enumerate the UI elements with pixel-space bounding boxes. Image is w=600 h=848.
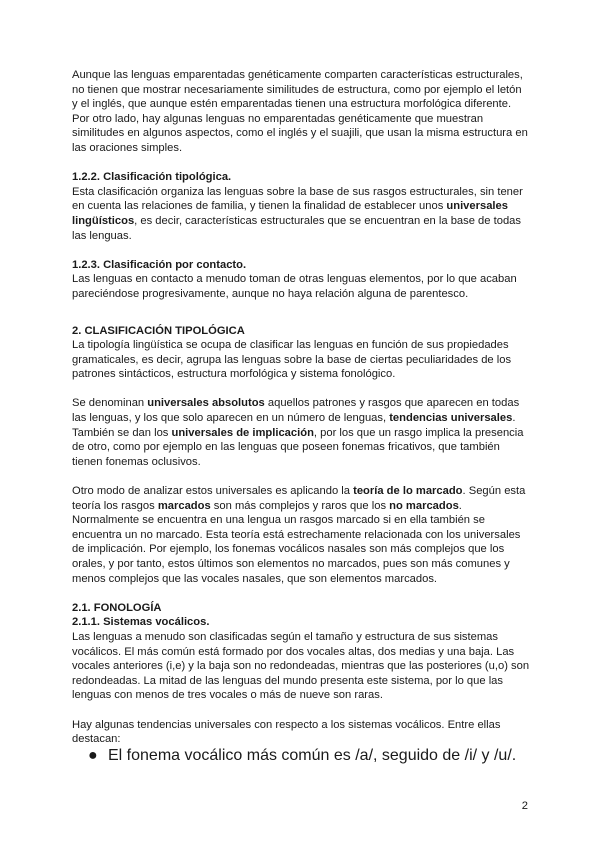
page-number: 2 [521, 800, 528, 812]
intro-paragraph: Aunque las lenguas emparentadas genéticamente comparten características estructurales, no tienen que mostrar necesariamente similitudes de estructura, como por ejemplo el letón y el inglés, que aunque estén emparentadas tienen una estructura morfológica diferente. Por otro lado, hay algunas lenguas no emparentadas genéticamente que muestran similitudes en algunos aspectos, como el inglés y el suajili, que usan la misma estructura en las oraciones simples. [72, 69, 528, 154]
tendencies-intro: Hay algunas tendencias universales con respecto a los sistemas vocálicos. Entre ellas destacan: [72, 718, 501, 746]
universals-paragraph: Se denominan universales absolutos aquellos patrones y rasgos que aparecen en todas las lenguas, y los que solo aparecen en un número de lenguas, tendencias universales. También se dan los universales de implicación, por los que un rasgo implica la presencia de otro, como por ejemplo en las lenguas que poseen fonemas fricativos, que también tienen fonemas oclusivos. [72, 397, 524, 468]
page-content [72, 68, 530, 765]
section-1-2-3-text: Las lenguas en contacto a menudo toman de otras lenguas elementos, por lo que acaban pareciéndose progresivamente, aunque no haya relación alguna de parentesco. [72, 273, 517, 300]
section-2-1-1-text: Las lenguas a menudo son clasificadas según el tamaño y estructura de sus sistemas vocálicos. El más común está formado por dos vocales altas, dos medias y una baja. Las vocales anteriores (i,e) y la baja son no redondeadas, mientras que las posteriores (u,o) son redondeadas. La mitad de las lenguas del mundo presenta este sistema, por lo que las lenguas con menos de tres vocales o más de nueve son raras. [72, 630, 530, 702]
section-1-2-2-text: Esta clasificación organiza las lenguas sobre la base de sus rasgos estructurales, sin tener en cuenta las relaciones de familia, y tienen la finalidad de establecer unos universales lingüísticos, es decir, características estructurales que se encuentran en la base de todas las lenguas. [72, 185, 523, 242]
section-2-heading: 2. CLASIFICACIÓN TIPOLÓGICA [72, 324, 245, 337]
list-item-text: El fonema vocálico más común es /a/, seguido de /i/ y /u/. [108, 746, 517, 764]
section-2-1-heading: 2.1. FONOLOGÍA [72, 601, 162, 614]
section-1-2-2-heading: 1.2.2. Clasificación tipológica. [72, 171, 232, 184]
bullet-icon: ● [88, 746, 98, 764]
section-1-2-3-heading: 1.2.3. Clasificación por contacto. [72, 258, 247, 271]
section-2-text: La tipología lingüística se ocupa de clasificar las lenguas en función de sus propiedades gramaticales, es decir, agrupa las lenguas sobre la base de ciertas peculiaridades de los patrones sintácticos, estructura morfológica y sistema fonológico. [72, 339, 512, 381]
marking-paragraph: Otro modo de analizar estos universales es aplicando la teoría de lo marcado. Según esta teoría los rasgos marcados son más complejos y raros que los no marcados. Normalmente se encuentra en una lengua un rasgos marcado si en ella también se encuentra un no marcado. Esta teoría está estrechamente relacionada con los universales de implicación. Por ejemplo, los fonemas vocálicos nasales son más complejos que los orales, y por tanto, estos últimos son elementos no marcados, pues son más comunes y menos complejos que las vocales nasales, que son elementos marcados. [72, 485, 526, 585]
list-item [72, 747, 530, 765]
section-2-1-1-heading: 2.1.1. Sistemas vocálicos. [72, 616, 210, 629]
